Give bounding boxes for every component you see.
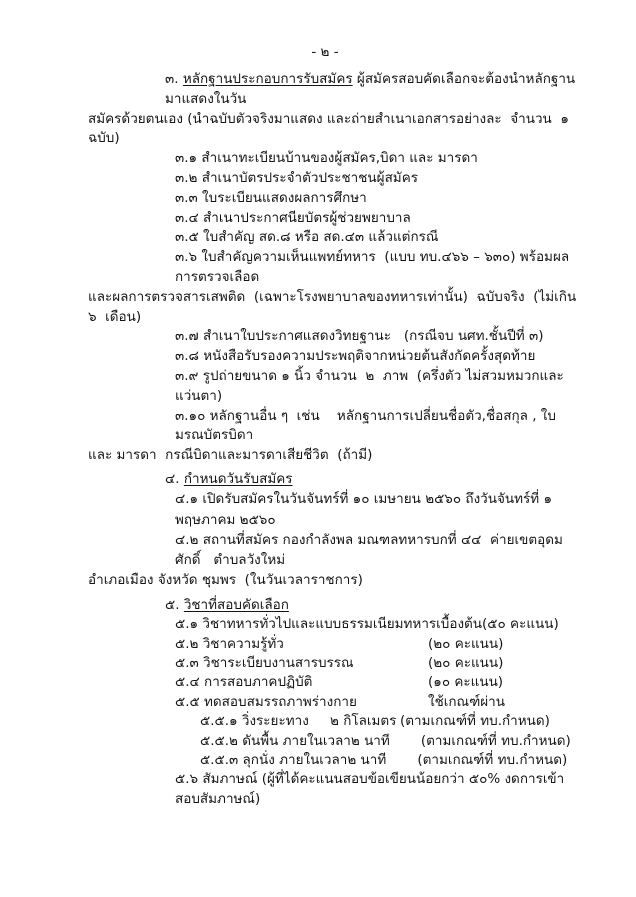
section-5-heading-line	[88, 596, 588, 615]
subject-row	[88, 635, 588, 654]
list-item-continuation: อำเภอเมือง จังหวัด ชุมพร (ในวันเวลาราชการ)	[88, 572, 363, 589]
section-3-heading-line	[88, 70, 588, 110]
fitness-test-amount: ๒ นาที	[347, 751, 387, 768]
section-5	[88, 596, 588, 809]
fitness-test-criterion: (ตามเกณฑ์ที่ ทบ.กำหนด)	[417, 751, 568, 768]
subject-row	[88, 673, 588, 692]
fitness-test-amount: ๒ กิโลเมตร	[330, 713, 397, 730]
list-item: ๓.๑ สำเนาทะเบียนบ้านของผู้สมัคร,บิดา และ มารดา	[175, 150, 478, 167]
document-body	[88, 70, 588, 809]
subject-row	[88, 615, 588, 634]
section-3-intro: ผู้สมัครสอบคัดเลือกจะต้องนำหลักฐานมาแสดงในวัน	[165, 71, 576, 107]
fitness-test-amount: ๒ นาที	[350, 732, 390, 749]
section-3	[88, 70, 588, 466]
list-item: ๓.๘ หนังสือรับรองความประพฤติจากหน่วยต้นสังกัดครั้งสุดท้าย	[175, 348, 536, 365]
section-4	[88, 469, 588, 591]
fitness-test-row	[88, 732, 588, 751]
list-item: ๓.๒ สำเนาบัตรประจำตัวประชาชนผู้สมัคร	[175, 169, 418, 186]
section-4-heading: กำหนดวันรับสมัคร	[183, 470, 293, 487]
list-item: ๓.๙ รูปถ่ายขนาด ๑ นิ้ว จำนวน ๒ ภาพ (ครึ่งตัว ไม่สวมหมวกและแว่นตา)	[175, 367, 564, 404]
list-item-continuation: และผลการตรวจสารเสพติด (เฉพาะโรงพยาบาลของทหารเท่านั้น) ฉบับจริง (ไม่เกิน ๖ เดือน)	[88, 288, 585, 325]
subject-row	[88, 693, 588, 712]
section-3-number: ๓.	[165, 71, 179, 87]
list-item: ๓.๖ ใบสำคัญความเห็นแพทย์ทหาร (แบบ ทบ.๔๖๖ – ๖๓๐) พร้อมผลการตรวจเลือด	[175, 249, 570, 285]
list-item: ๓.๔ สำเนาประกาศนียบัตรผู้ช่วยพยาบาล	[175, 209, 411, 226]
subject-label: ๕.๓ วิชาระเบียบงานสารบรรณ	[175, 654, 354, 671]
fitness-test-row	[88, 712, 588, 731]
list-item-continuation: และ มารดา กรณีบิดาและมารดาเสียชีวิต (ถ้ามี)	[88, 447, 373, 464]
section-5-heading: วิชาที่สอบคัดเลือก	[183, 596, 289, 613]
list-item: ๔.๑ เปิดรับสมัครในวันจันทร์ที่ ๑๐ เมษายน ๒๕๖๐ ถึงวันจันทร์ที่ ๑ พฤษภาคม ๒๕๖๐	[175, 491, 557, 528]
subject-score: ใช้เกณฑ์ผ่าน	[428, 693, 505, 710]
subject-label: ๕.๕ ทดสอบสมรรถภาพร่างกาย	[175, 693, 357, 710]
subject-label: ๕.๔ การสอบภาคปฏิบัติ	[175, 674, 313, 691]
list-item: ๓.๕ ใบสำคัญ สด.๘ หรือ สด.๔๓ แล้วแต่กรณี	[175, 229, 439, 246]
fitness-test-label: ๕.๕.๒ ดันพื้น ภายในเวลา	[200, 732, 351, 749]
subject-score: (๒๐ คะแนน)	[428, 654, 504, 671]
subject-score: (๒๐ คะแนน)	[428, 635, 504, 652]
list-item: ๓.๑๐ หลักฐานอื่น ๆ เช่น หลักฐานการเปลี่ยนชื่อตัว,ชื่อสกุล , ใบมรณบัตรบิดา	[175, 407, 556, 444]
list-item: ๓.๓ ใบระเบียนแสดงผลการศึกษา	[175, 189, 367, 206]
subject-label: ๕.๒ วิชาความรู้ทั่ว	[175, 635, 284, 652]
page-number: - ๒ -	[311, 44, 339, 60]
section-5-number: ๕.	[165, 596, 180, 613]
fitness-test-label: ๕.๕.๓ ลุกนั่ง ภายในเวลา	[200, 751, 348, 768]
list-item: ๓.๗ สำเนาใบประกาศแสดงวิทยฐานะ (กรณีจบ นศท.ชั้นปีที่ ๓)	[175, 328, 544, 345]
section-3-heading: หลักฐานประกอบการรับสมัคร	[182, 71, 353, 87]
subject-label: ๕.๑ วิชาทหารทั่วไปและแบบธรรมเนียมทหารเบื้องต้น	[175, 616, 483, 633]
interview-item: ๕.๖ สัมภาษณ์ (ผู้ที่ได้คะแนนสอบข้อเขียนน้อยกว่า ๕๐% งดการเข้าสอบสัมภาษณ์)	[175, 771, 565, 807]
fitness-test-label: ๕.๕.๑ วิ่งระยะทาง	[200, 713, 309, 730]
fitness-test-criterion: (ตามเกณฑ์ที่ ทบ.กำหนด)	[420, 732, 571, 749]
subject-score: (๑๐ คะแนน)	[428, 674, 504, 691]
list-item: ๔.๒ สถานที่สมัคร กองกำลังพล มณฑลทหารบกที่ ๔๔ ค่ายเขตอุดมศักดิ์ ตำบลวังใหม่	[175, 531, 563, 569]
subject-row	[88, 654, 588, 673]
section-3-intro-continuation: สมัครด้วยตนเอง (นำฉบับตัวจริงมาแสดง และถ่ายสำเนาเอกสารอย่างละ จำนวน ๑ ฉบับ)	[88, 110, 574, 147]
subject-score: (๕๐ คะแนน)	[482, 616, 559, 633]
section-4-heading-line	[88, 469, 588, 489]
section-4-number: ๔.	[165, 470, 180, 487]
fitness-test-row	[88, 751, 588, 770]
fitness-test-criterion: (ตามเกณฑ์ที่ ทบ.กำหนด)	[400, 713, 550, 730]
